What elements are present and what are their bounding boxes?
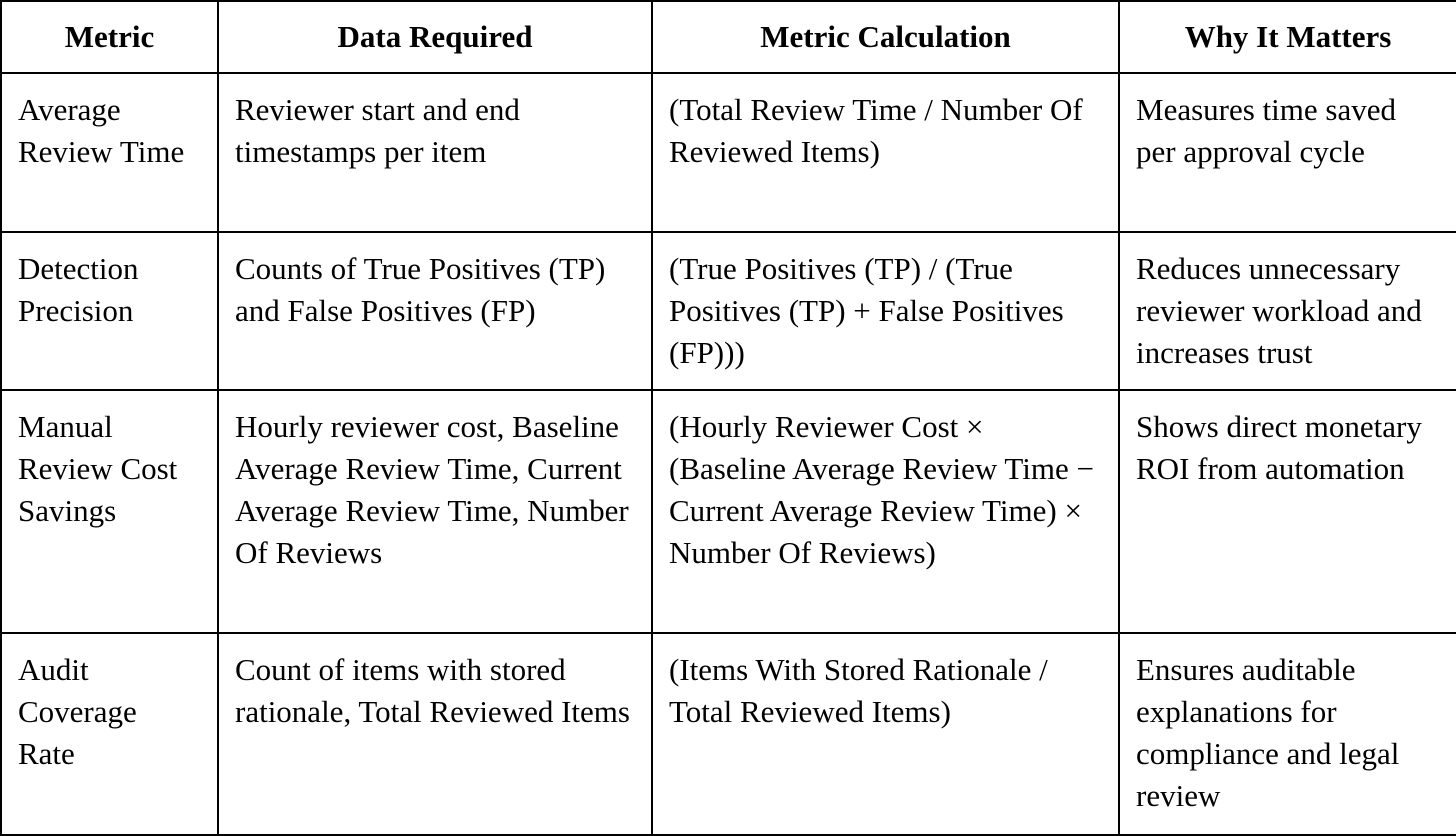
header-why-it-matters: Why It Matters	[1119, 1, 1456, 73]
why-it-matters-cell: Measures time saved per approval cycle	[1119, 73, 1456, 232]
table-row	[1, 232, 1456, 390]
calculation-cell: (True Positives (TP) / (True Positives (TP) + False Positives (FP)))	[652, 232, 1119, 390]
calculation-cell: (Hourly Reviewer Cost × (Baseline Average Review Time − Current Average Review Time) × Number Of Reviews)	[652, 390, 1119, 633]
data-required-cell: Count of items with stored rationale, Total Reviewed Items	[218, 633, 652, 835]
table-header-row	[1, 1, 1456, 73]
metric-cell: Audit Coverage Rate	[1, 633, 218, 835]
table-row	[1, 73, 1456, 232]
metric-cell: Detection Precision	[1, 232, 218, 390]
metric-cell: Manual Review Cost Savings	[1, 390, 218, 633]
data-required-cell: Hourly reviewer cost, Baseline Average Review Time, Current Average Review Time, Number Of Reviews	[218, 390, 652, 633]
header-data-required: Data Required	[218, 1, 652, 73]
data-required-cell: Counts of True Positives (TP) and False Positives (FP)	[218, 232, 652, 390]
why-it-matters-cell: Shows direct monetary ROI from automation	[1119, 390, 1456, 633]
metric-cell: Average Review Time	[1, 73, 218, 232]
why-it-matters-cell: Reduces unnecessary reviewer workload and increases trust	[1119, 232, 1456, 390]
calculation-cell: (Total Review Time / Number Of Reviewed Items)	[652, 73, 1119, 232]
table-row	[1, 633, 1456, 835]
why-it-matters-cell: Ensures auditable explanations for compliance and legal review	[1119, 633, 1456, 835]
table-row	[1, 390, 1456, 633]
calculation-cell: (Items With Stored Rationale / Total Reviewed Items)	[652, 633, 1119, 835]
data-required-cell: Reviewer start and end timestamps per item	[218, 73, 652, 232]
header-metric-calculation: Metric Calculation	[652, 1, 1119, 73]
header-metric: Metric	[1, 1, 218, 73]
